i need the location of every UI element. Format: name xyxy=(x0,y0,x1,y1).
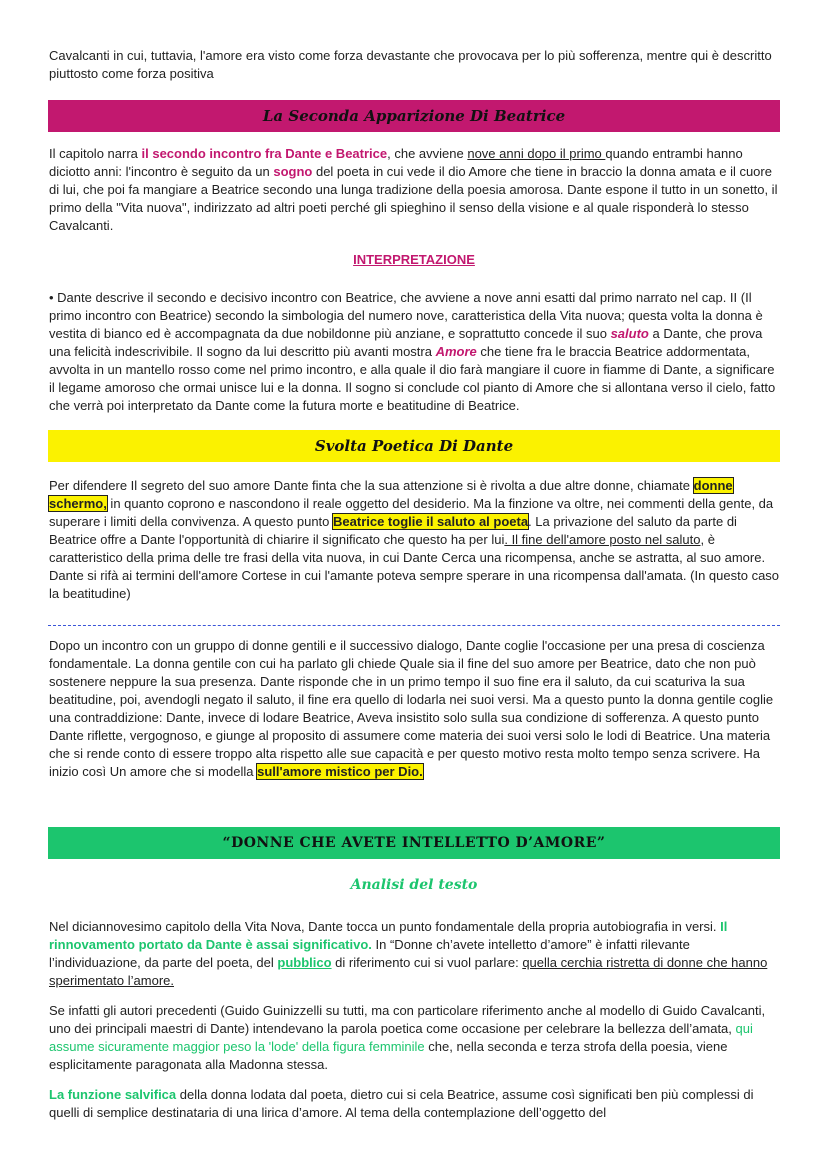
highlight-pubblico: pubblico xyxy=(277,955,332,970)
svolta-paragraph: Per difendere Il segreto del suo amore Dante finta che la sua attenzione si è rivolta a due altre donne, chiamate donne schermo, in quanto coprono e nascondono il reale oggetto del desiderio. Ma la finzione va oltre, nei commenti della gente, da superare i limiti della convivenza. A questo punto Beatrice toglie il saluto al poeta. La privazione del saluto da parte di Beatrice offre a Dante l'opportunità di chiarire il significato che questo ha per lui. Il fine dell'amore posto nel saluto, è caratteristico della prima delle tre frasi della vita nuova, in cui Dante Cerca una ricompensa, anche se astratta, al suo amore. Dante si rifà ai termini dell'amore Cortese in cui l'amante poteva sempre sperare in una ricompensa dall'amata. (In questo caso la beatitudine) xyxy=(49,478,780,601)
highlight-amore-mistico: sull'amore mistico per Dio. xyxy=(257,764,423,779)
analisi-paragraph-2: Se infatti gli autori precedenti (Guido Guinizzelli su tutti, ma con particolare riferimento anche al modello di Guido Cavalcanti, uno dei principali maestri di Dante) intendevano la parola poetica come occasione per celebrare la bellezza dell’amata, qui assume sicuramente maggior peso la 'lode' della figura femminile che, nella seconda e terza strofa della poesia, viene esplicitamente paragonata alla Madonna stessa. xyxy=(49,1003,766,1072)
analisi-paragraph-2-block xyxy=(49,1002,781,1074)
analisi-paragraph-3-block xyxy=(49,1086,781,1122)
analisi-heading: Analisi del testo xyxy=(350,877,478,893)
donne-gentili-paragraph-block xyxy=(49,637,781,781)
analisi-paragraph-1: Nel diciannovesimo capitolo della Vita Nova, Dante tocca un punto fondamentale della propria autobiografia in versi. Il rinnovamento portato da Dante è assai significativo. In “Donne ch’avete intelletto d’amore” è infatti rilevante l’individuazione, da parte del poeta, del pubblico di riferimento cui si vuol parlare: quella cerchia ristretta di donne che hanno sperimentato l’amore. xyxy=(49,919,768,988)
highlight-sogno: sogno xyxy=(273,164,313,179)
interpretazione-heading: INTERPRETAZIONE xyxy=(353,252,475,267)
analisi-paragraph-3: La funzione salvifica della donna lodata dal poeta, dietro cui si cela Beatrice, assume così significati ben più complessi di quelli di semplice destinataria di una lirica d’amore. Al tema della contemplazione dell’oggetto del xyxy=(49,1087,754,1120)
section-banner-donne-intelletto xyxy=(48,827,780,859)
section-title: Svolta Poetica Di Dante xyxy=(314,437,514,455)
dashed-divider xyxy=(48,625,780,626)
seconda-apparizione-paragraph: Il capitolo narra il secondo incontro fra Dante e Beatrice, che avviene nove anni dopo il primo quando entrambi hanno diciotto anni: l'incontro è seguito da un sogno del poeta in cui vede il dio Amore che tiene in braccio la donna amata e il cuore di lui, che poi fa mangiare a Beatrice secondo una lunga tradizione della poesia amorosa. Dante espone il tutto in un sonetto, il primo della "Vita nuova", indirizzato ad altri poeti perché gli spieghino il senso della visione e al quale risponderà lo stesso Cavalcanti. xyxy=(49,146,778,233)
underline-fine-amore: . Il fine dell'amore posto nel saluto xyxy=(504,532,701,547)
section-title: La Seconda Apparizione Di Beatrice xyxy=(262,107,566,125)
highlight-lode: qui assume sicuramente maggior peso la 'lode' della figura femminile xyxy=(49,1021,753,1054)
highlight-secondo-incontro: il secondo incontro fra Dante e Beatrice xyxy=(141,146,388,161)
donne-gentili-paragraph: Dopo un incontro con un gruppo di donne gentili e il successivo dialogo, Dante coglie l'occasione per una presa di coscienza fondamentale. La donna gentile con cui ha parlato gli chiede Quale sia il fine del suo amore per Beatrice, dato che non può sostenere neppure la sua presenza. Dante risponde che in un primo tempo il suo fine era il saluto, da cui scaturiva la sua beatitudine, poi, avendogli negato il saluto, il fine era quello di lodarla nei suoi versi. Ma a questo punto la donna gentile coglie una contraddizione: Dante, invece di lodare Beatrice, Aveva insistito solo sulla sua condizione di sofferenza. A questo punto Dante riflette, vergognoso, e giunge al proposito di assumere come materia dei suoi versi solo le lodi di Beatrice. Una materia che si rende conto di essere troppo alta rispetto alle sue capacità e per questo motivo resta molto tempo senza scrivere. Ha inizio così Un amore che si modella sull'amore mistico per Dio. xyxy=(49,638,774,779)
highlight-toglie-saluto: Beatrice toglie il saluto al poeta xyxy=(333,514,529,529)
interpretazione-paragraph: • Dante descrive il secondo e decisivo incontro con Beatrice, che avviene a nove anni esatti dal primo narrato nel cap. II (Il primo incontro con Beatrice) secondo la simbologia del numero nove, caratteristica della Vita nuova; questa volta la donna è vestita di bianco ed è accompagnata da due nobildonne più anziane, e soprattutto concede il suo saluto a Dante, che prova una felicità indescrivibile. Il sogno da lui descritto più avanti mostra Amore che tiene fra le braccia Beatrice addormentata, avvolta in un mantello rosso come nel primo incontro, e alla quale il dio farà mangiare il cuore in fiamme di Dante, a significare il legame amoroso che ormai unisce lui e la donna. Il sogno si conclude col pianto di Amore che si allontana verso il cielo, fatto che verrà poi interpretato da Dante come la futura morte e beatitudine di Beatrice. xyxy=(49,290,776,413)
intro-paragraph-block xyxy=(49,47,781,83)
section-banner-seconda-apparizione xyxy=(48,100,780,132)
highlight-saluto: saluto xyxy=(610,326,649,341)
section-title: “DONNE CHE AVETE INTELLETTO D’AMORE” xyxy=(222,835,606,851)
intro-paragraph: Cavalcanti in cui, tuttavia, l'amore era visto come forza devastante che provocava per lo più sofferenza, mentre qui è descritto piuttosto come forza positiva xyxy=(49,48,772,81)
underline-nove-anni: nove anni dopo il primo xyxy=(467,146,606,161)
highlight-amore: Amore xyxy=(435,344,477,359)
section-banner-svolta-poetica xyxy=(48,430,780,462)
highlight-rinnovamento: Il rinnovamento portato da Dante è assai significativo. xyxy=(49,919,728,952)
analisi-paragraph-1-block xyxy=(49,918,781,990)
seconda-apparizione-paragraph-block xyxy=(49,145,781,235)
underline-cerchia-ristretta: quella cerchia ristretta di donne che hanno sperimentato l’amore. xyxy=(49,955,768,988)
svolta-paragraph-block xyxy=(49,477,781,603)
interpretazione-paragraph-block xyxy=(49,289,781,415)
highlight-donne-schermo: donne schermo, xyxy=(49,478,733,511)
highlight-funzione-salvifica: La funzione salvifica xyxy=(49,1087,177,1102)
